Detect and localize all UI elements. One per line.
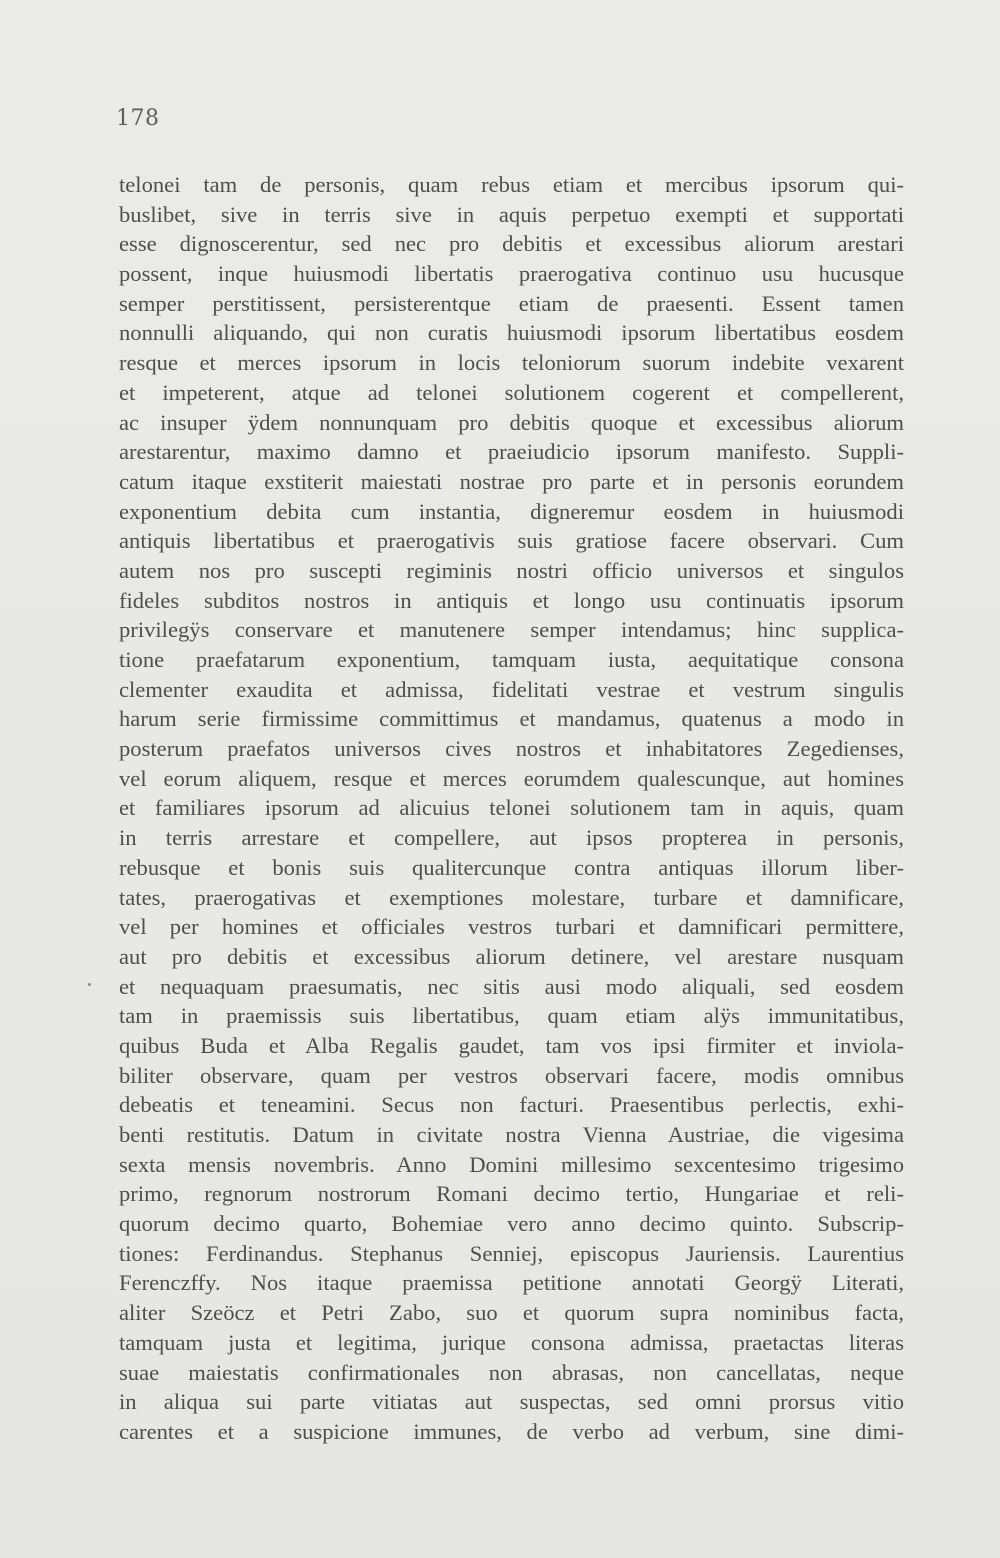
text-line: ac insuper ÿdem nonnunquam pro debitis quoque et excessibus aliorum xyxy=(119,409,904,435)
text-line: in terris arrestare et compellere, aut ipsos propterea in personis, xyxy=(119,825,904,851)
text-line: autem nos pro suscepti regiminis nostri officio universos et singulos xyxy=(119,557,904,583)
print-speck xyxy=(88,983,91,986)
text-line: fideles subditos nostros in antiquis et longo usu continuatis ipsorum xyxy=(119,587,904,613)
text-line: suae maiestatis confirmationales non abrasas, non cancellatas, neque xyxy=(119,1359,904,1385)
text-line: biliter observare, quam per vestros observari facere, modis omnibus xyxy=(119,1062,904,1088)
text-line: carentes et a suspicione immunes, de verbo ad verbum, sine dimi- xyxy=(119,1418,904,1444)
text-line: harum serie firmissime committimus et mandamus, quatenus a modo in xyxy=(119,706,904,732)
text-line: vel per homines et officiales vestros turbari et damnificari permittere, xyxy=(119,914,904,940)
text-line: sexta mensis novembris. Anno Domini millesimo sexcentesimo trigesimo xyxy=(119,1151,904,1177)
text-line: antiquis libertatibus et praerogativis suis gratiose facere observari. Cum xyxy=(119,528,904,554)
text-line: et familiares ipsorum ad alicuius telonei solutionem tam in aquis, quam xyxy=(119,795,904,821)
text-line: vel eorum aliquem, resque et merces eorumdem qualescunque, aut homines xyxy=(119,765,904,791)
text-line: semper perstitissent, persisterentque etiam de praesenti. Essent tamen xyxy=(119,290,904,316)
text-line: Ferenczffy. Nos itaque praemissa petitione annotati Georgÿ Literati, xyxy=(119,1270,904,1296)
text-line: privilegÿs conservare et manutenere semper intendamus; hinc supplica- xyxy=(119,617,904,643)
text-line: esse dignoscerentur, sed nec pro debitis et excessibus aliorum arestari xyxy=(119,231,904,257)
text-line: nonnulli aliquando, qui non curatis huiusmodi ipsorum libertatibus eosdem xyxy=(119,320,904,346)
text-line: et impeterent, atque ad telonei solutionem cogerent et compellerent, xyxy=(119,379,904,405)
text-line: primo, regnorum nostrorum Romani decimo tertio, Hungariae et reli- xyxy=(119,1181,904,1207)
text-line: clementer exaudita et admissa, fidelitati vestrae et vestrum singulis xyxy=(119,676,904,702)
text-line: et nequaquam praesumatis, nec sitis ausi modo aliquali, sed eosdem xyxy=(119,973,904,999)
text-line: tates, praerogativas et exemptiones molestare, turbare et damnificare, xyxy=(119,884,904,910)
text-line: catum itaque exstiterit maiestati nostrae pro parte et in personis eorundem xyxy=(119,468,904,494)
text-line: aut pro debitis et excessibus aliorum detinere, vel arestare nusquam xyxy=(119,943,904,969)
text-line: arestarentur, maximo damno et praeiudicio ipsorum manifesto. Suppli- xyxy=(119,439,904,465)
body-text xyxy=(119,170,904,1447)
text-line: buslibet, sive in terris sive in aquis perpetuo exempti et supportati xyxy=(119,201,904,227)
text-line: possent, inque huiusmodi libertatis praerogativa continuo usu hucusque xyxy=(119,261,904,287)
page-number: 178 xyxy=(116,106,160,131)
text-line: benti restitutis. Datum in civitate nostra Vienna Austriae, die vigesima xyxy=(119,1122,904,1147)
text-line: tiones: Ferdinandus. Stephanus Senniej, episcopus Jauriensis. Laurentius xyxy=(119,1240,904,1266)
text-line: telonei tam de personis, quam rebus etiam et mercibus ipsorum qui- xyxy=(119,172,904,197)
text-line: tamquam justa et legitima, jurique consona admissa, praetactas literas xyxy=(119,1329,904,1355)
text-line: tione praefatarum exponentium, tamquam iusta, aequitatique consona xyxy=(119,647,904,672)
text-line: debeatis et teneamini. Secus non facturi. Praesentibus perlectis, exhi- xyxy=(119,1092,904,1118)
text-line: rebusque et bonis suis qualitercunque contra antiquas illorum liber- xyxy=(119,854,904,880)
text-line: exponentium debita cum instantia, digneremur eosdem in huiusmodi xyxy=(119,498,904,524)
text-line: in aliqua sui parte vitiatas aut suspectas, sed omni prorsus vitio xyxy=(119,1389,904,1415)
text-line: quorum decimo quarto, Bohemiae vero anno decimo quinto. Subscrip- xyxy=(119,1211,904,1237)
text-line: tam in praemissis suis libertatibus, quam etiam alÿs immunitatibus, xyxy=(119,1003,904,1029)
text-line: posterum praefatos universos cives nostros et inhabitatores Zegedienses, xyxy=(119,736,904,762)
text-line: aliter Szeöcz et Petri Zabo, suo et quorum supra nominibus facta, xyxy=(119,1300,904,1326)
text-line: resque et merces ipsorum in locis teloniorum suorum indebite vexarent xyxy=(119,350,904,376)
text-line: quibus Buda et Alba Regalis gaudet, tam vos ipsi firmiter et inviola- xyxy=(119,1032,904,1058)
